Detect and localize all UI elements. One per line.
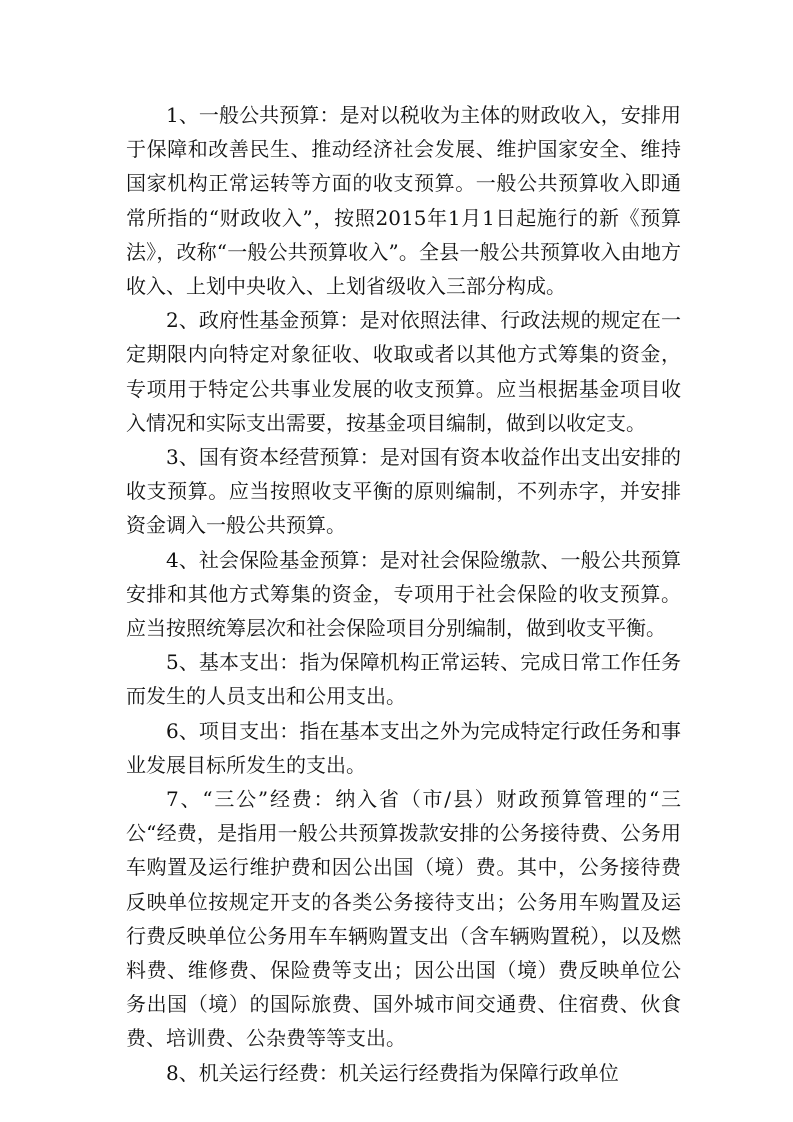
document-page <box>126 98 681 1090</box>
paragraph-social-insurance-budget: 4、社会保险基金预算：是对社会保险缴款、一般公共预算安排和其他方式筹集的资金，专项用于社会保险的收支预算。应当按照统筹层次和社会保险项目分别编制，做到收支平衡。 <box>126 547 681 641</box>
paragraph-state-capital-budget: 3、国有资本经营预算：是对国有资本收益作出支出安排的收支预算。应当按照收支平衡的原则编制，不列赤字，并安排资金调入一般公共预算。 <box>126 445 681 538</box>
paragraph-project-expenditure: 6、项目支出：指在基本支出之外为完成特定行政任务和事业发展目标所发生的支出。 <box>126 718 681 777</box>
paragraph-general-public-budget: 1、一般公共预算：是对以税收为主体的财政收入，安排用于保障和改善民生、推动经济社会发展、维护国家安全、维持国家机构正常运转等方面的收支预算。一般公共预算收入即通常所指的“财政收入”，按照2015年1月1日起施行的新《预算法》，改称“一般公共预算收入”。全县一般公共预算收入由地方收入、上划中央收入、上划省级收入三部分构成。 <box>126 103 681 299</box>
paragraph-three-public-expenses: 7、“三公”经费：纳入省（市/县）财政预算管理的“三公“经费，是指用一般公共预算拨款安排的公务接待费、公务用车购置及运行维护费和因公出国（境）费。其中，公务接待费反映单位按规定开支的各类公务接待支出；公务用车购置及运行费反映单位公务用车车辆购置支出（含车辆购置税），以及燃料费、维修费、保险费等支出；因公出国（境）费反映单位公务出国（境）的国际旅费、国外城市间交通费、住宿费、伙食费、培训费、公杂费等等支出。 <box>126 787 681 1051</box>
paragraph-basic-expenditure: 5、基本支出：指为保障机构正常运转、完成日常工作任务而发生的人员支出和公用支出。 <box>126 650 681 709</box>
paragraph-government-fund-budget: 2、政府性基金预算：是对依照法律、行政法规的规定在一定期限内向特定对象征收、收取或者以其他方式筹集的资金，专项用于特定公共事业发展的收支预算。应当根据基金项目收入情况和实际支出需要，按基金项目编制，做到以收定支。 <box>126 308 681 435</box>
paragraph-office-operating-expenses: 8、机关运行经费：机关运行经费指为保障行政单位 <box>166 1060 619 1085</box>
